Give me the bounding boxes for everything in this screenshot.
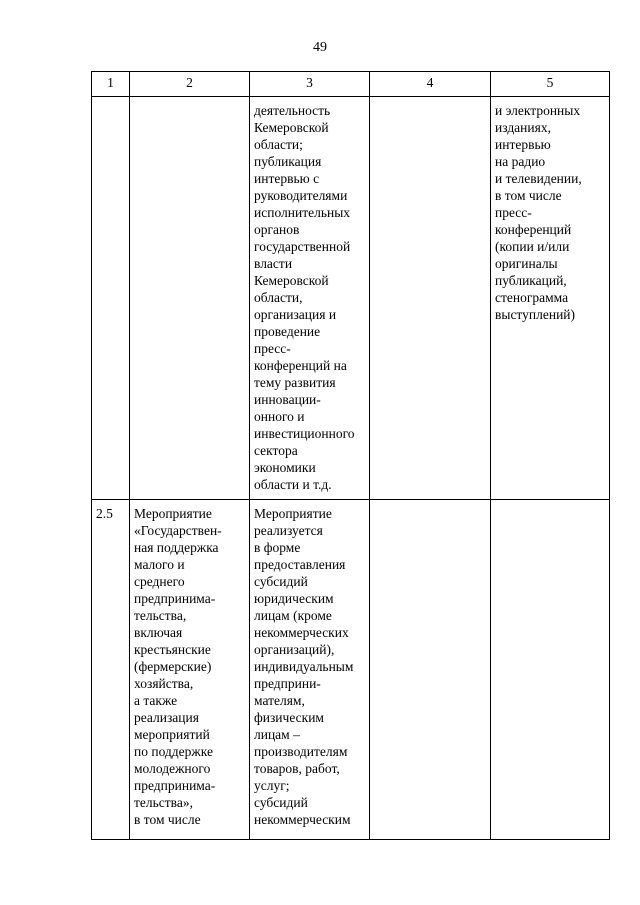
cell-line: услуг; xyxy=(254,778,290,793)
cell-line: включая xyxy=(134,625,183,640)
cell-line: деятельность xyxy=(254,103,331,118)
cell-line: мероприятий xyxy=(134,727,210,742)
cell-line: тельства», xyxy=(134,795,193,810)
activities-table xyxy=(91,71,610,840)
cell-line: мателям, xyxy=(254,693,305,708)
cell-line: в том числе xyxy=(134,812,201,827)
cell-line: «Государствен- xyxy=(134,523,222,538)
cell-line: физическим xyxy=(254,710,324,725)
cell-col3 xyxy=(250,97,370,500)
cell-line: лицам (кроме xyxy=(254,608,332,623)
cell-line: ная поддержка xyxy=(134,540,219,555)
cell-line: руководителями xyxy=(254,188,348,203)
cell-line: среднего xyxy=(134,574,185,589)
cell-col4 xyxy=(370,97,491,500)
cell-line: конференций xyxy=(495,222,572,237)
cell-row-number xyxy=(92,500,130,840)
cell-line: области, xyxy=(254,290,303,305)
cell-line: публикация xyxy=(254,154,322,169)
header-cell-5: 5 xyxy=(491,72,610,97)
cell-line: на радио xyxy=(495,154,546,169)
header-cell-2: 2 xyxy=(130,72,250,97)
cell-line: экономики xyxy=(254,460,316,475)
cell-line: проведение xyxy=(254,324,321,339)
cell-line: индивидуальным xyxy=(254,659,354,674)
header-cell-1: 1 xyxy=(92,72,130,97)
cell-line: интервью с xyxy=(254,171,320,186)
header-cell-3: 3 xyxy=(250,72,370,97)
cell-col5 xyxy=(491,500,610,840)
cell-line: организация и xyxy=(254,307,337,322)
cell-line: тему развития xyxy=(254,375,336,390)
page-number: 49 xyxy=(313,40,327,55)
cell-line: государственной xyxy=(254,239,351,254)
cell-line: реализация xyxy=(134,710,199,725)
header-cell-4: 4 xyxy=(370,72,491,97)
cell-line: а также xyxy=(134,693,178,708)
cell-line: пресс- xyxy=(495,205,532,220)
cell-line: в форме xyxy=(254,540,301,555)
cell-activity-description xyxy=(250,500,370,840)
cell-line: онного и xyxy=(254,409,305,424)
cell-line: 2.5 xyxy=(96,506,113,521)
table-header-row xyxy=(92,72,610,97)
cell-line: пресс- xyxy=(254,341,291,356)
table-row-2-5 xyxy=(92,500,610,840)
cell-line: Мероприятие xyxy=(134,506,212,521)
cell-line: тельства, xyxy=(134,608,187,623)
cell-line: конференций на xyxy=(254,358,347,373)
cell-line: юридическим xyxy=(254,591,334,606)
cell-line: производителям xyxy=(254,744,348,759)
cell-col1 xyxy=(92,97,130,500)
cell-line: оригиналы xyxy=(495,256,558,271)
cell-col2 xyxy=(130,97,250,500)
cell-col4 xyxy=(370,500,491,840)
cell-line: субсидий xyxy=(254,795,308,810)
cell-line: исполнительных xyxy=(254,205,351,220)
cell-line: хозяйства, xyxy=(134,676,194,691)
cell-line: инновации- xyxy=(254,392,321,407)
cell-line: и телевидении, xyxy=(495,171,582,186)
cell-col5 xyxy=(491,97,610,500)
cell-activity-name xyxy=(130,500,250,840)
cell-line: публикаций, xyxy=(495,273,567,288)
cell-line: сектора xyxy=(254,443,298,458)
cell-line: Мероприятие xyxy=(254,506,332,521)
cell-line: некоммерческих xyxy=(254,625,349,640)
cell-line: Кемеровской xyxy=(254,273,329,288)
cell-line: товаров, работ, xyxy=(254,761,340,776)
cell-line: (копии и/или xyxy=(495,239,570,254)
cell-line: предприни- xyxy=(254,676,321,691)
cell-line: малого и xyxy=(134,557,185,572)
cell-line: предпринима- xyxy=(134,591,216,606)
cell-line: изданиях, xyxy=(495,120,551,135)
cell-line: предпринима- xyxy=(134,778,216,793)
cell-line: Кемеровской xyxy=(254,120,329,135)
cell-line: лицам – xyxy=(254,727,300,742)
cell-line: реализуется xyxy=(254,523,323,538)
cell-line: интервью xyxy=(495,137,551,152)
cell-line: стенограмма xyxy=(495,290,569,305)
cell-line: молодежного xyxy=(134,761,211,776)
cell-line: (фермерские) xyxy=(134,659,212,674)
cell-line: органов xyxy=(254,222,300,237)
cell-line: инвестиционного xyxy=(254,426,355,441)
cell-line: некоммерческим xyxy=(254,812,351,827)
cell-line: предоставления xyxy=(254,557,346,572)
cell-line: в том числе xyxy=(495,188,562,203)
table-row-continued xyxy=(92,97,610,500)
cell-line: организаций), xyxy=(254,642,335,657)
cell-line: власти xyxy=(254,256,293,271)
cell-line: крестьянские xyxy=(134,642,211,657)
cell-line: выступлений) xyxy=(495,307,576,322)
cell-line: области и т.д. xyxy=(254,477,332,492)
cell-line: по поддержке xyxy=(134,744,213,759)
cell-line: и электронных xyxy=(495,103,581,118)
cell-line: субсидий xyxy=(254,574,308,589)
cell-line: области; xyxy=(254,137,303,152)
